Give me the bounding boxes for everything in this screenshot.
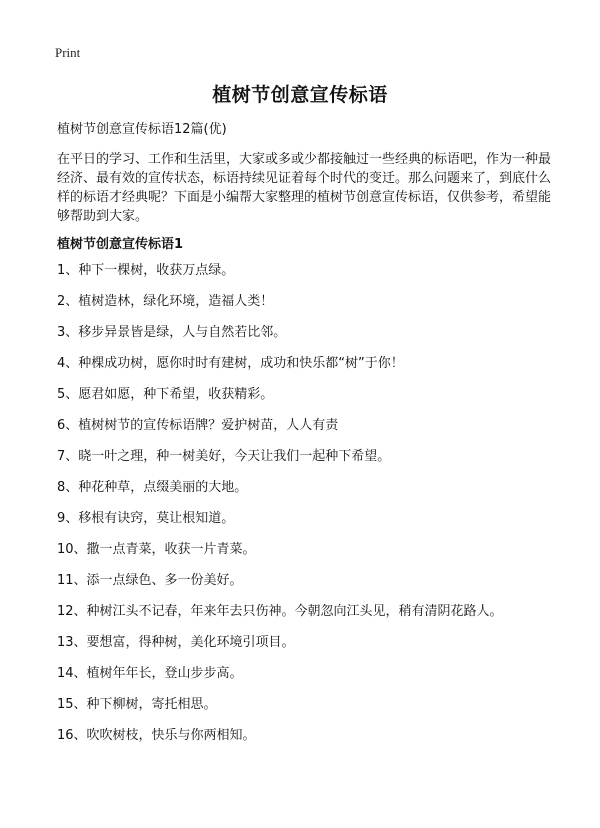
list-item: 16、吹吹树枝，快乐与你两相知。: [57, 728, 256, 743]
list-item: 8、种花种草，点缀美丽的大地。: [57, 480, 248, 495]
slogan-list: [57, 260, 557, 756]
list-item: 9、移根有诀窍，莫让根知道。: [57, 511, 235, 526]
list-item: 3、移步异景皆是绿，人与自然若比邻。: [57, 325, 287, 340]
list-item: 11、添一点绿色、多一份美好。: [57, 573, 243, 588]
list-item: 5、愿君如愿，种下希望，收获精彩。: [57, 387, 274, 402]
page-title: 植树节创意宣传标语: [212, 84, 388, 106]
list-item: 1、种下一棵树，收获万点绿。: [57, 263, 235, 278]
list-item: 14、植树年年长，登山步步高。: [57, 666, 243, 681]
print-link[interactable]: Print: [55, 45, 81, 60]
document-subtitle: 植树节创意宣传标语12篇(优): [57, 122, 227, 137]
list-item: 13、要想富，得种树，美化环境引项目。: [57, 635, 295, 650]
list-item: 10、撒一点青菜，收获一片青菜。: [57, 542, 256, 557]
section-heading: 植树节创意宣传标语1: [57, 237, 184, 252]
list-item: 2、植树造林，绿化环境，造福人类！: [57, 294, 274, 309]
list-item: 7、晓一叶之理，种一树美好，今天让我们一起种下希望。: [57, 449, 391, 464]
list-item: 12、种树江头不记春，年来年去只伤神。今朝忽向江头见，稍有清阴花路人。: [57, 604, 503, 619]
list-item: 4、种棵成功树，愿你时时有建树，成功和快乐都“树”于你！: [57, 356, 404, 371]
intro-paragraph: 在平日的学习、工作和生活里，大家或多或少都接触过一些经典的标语吧，作为一种最经济、最有效的宣传状态，标语持续见证着每个时代的变迁。那么问题来了，到底什么样的标语才经典呢？下面是小编帮大家整理的植树节创意宣传标语，仅供参考，希望能够帮助到大家。: [57, 152, 552, 224]
list-item: 6、植树树节的宣传标语牌？爱护树苗，人人有责: [57, 418, 339, 433]
list-item: 15、种下柳树，寄托相思。: [57, 697, 217, 712]
